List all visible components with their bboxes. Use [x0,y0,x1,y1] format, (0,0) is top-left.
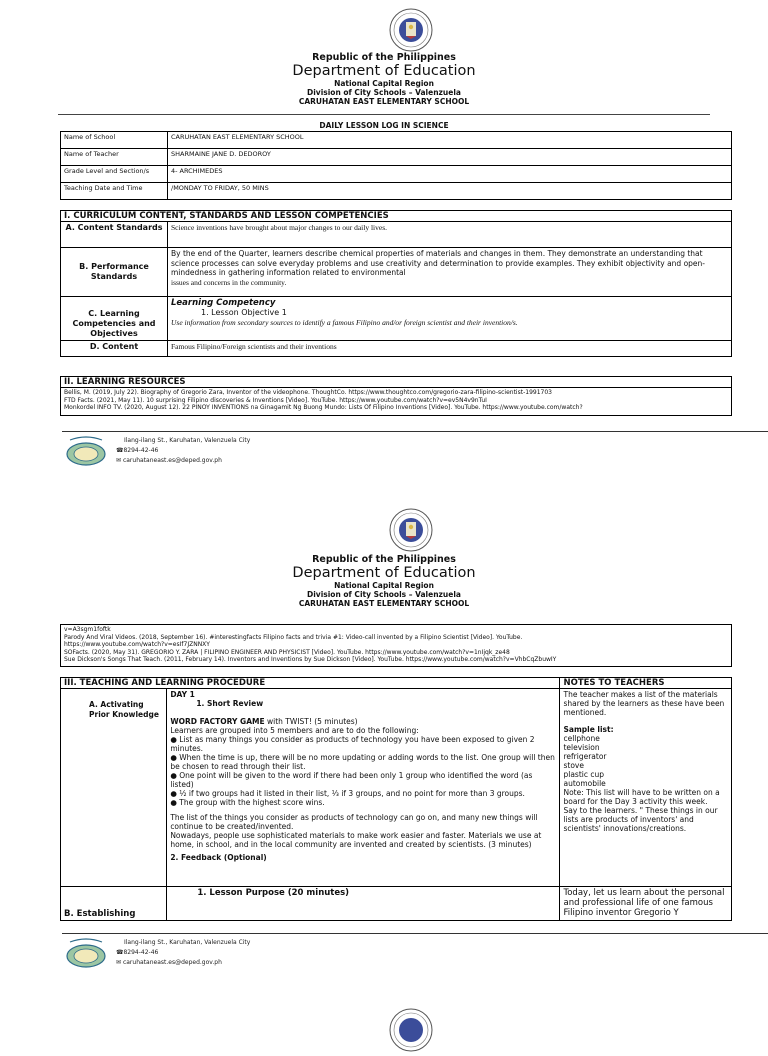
short-review: 1. Short Review [196,699,264,708]
footer-email-row [116,457,222,464]
content-standards-text: Science inventions have brought about major changes to our daily lives. [168,222,732,248]
school-label: Name of School [61,132,168,149]
footer-phone-row [116,447,158,454]
performance-standards-label: B. Performance Standards [61,248,168,297]
sample-item: stove [563,761,584,770]
sample-item: cellphone [563,734,600,743]
resources-continued [61,625,732,667]
republic-title: Republic of the Philippines [312,52,456,63]
date-value: /MONDAY TO FRIDAY, 50 MINS [168,183,732,200]
content-standards-label: A. Content Standards [61,222,168,248]
reference-item: Monkordel INFO TV. (2020, August 12). 22 PINOY INVENTIONS na Ginagamit Ng Buong Mundo: Lists Of Filipino Inventions [Video]. YouTube. https://www.youtube.com/watch? [64,404,583,412]
school-title: CARUHATAN EAST ELEMENTARY SCHOOL [298,97,470,106]
sample-item: television [563,743,600,752]
lesson-purpose: 1. Lesson Purpose (20 minutes) [167,887,560,921]
footer-email: caruhataneast.es@deped.gov.ph [122,959,222,966]
game-rest: with TWIST! (5 minutes) [264,717,358,726]
resources-table [60,376,732,416]
instruction-line: ● One point will be given to the word if there had been only 1 group who identified the word (as listed) [170,771,533,789]
lesson-objective: 1. Lesson Objective 1 [201,308,287,317]
phone-icon: ☎ [116,949,124,956]
notes-note: Note: This list will have to be written on a board for the Day 3 activity this week. [563,788,720,806]
school-logo [64,434,108,466]
footer-email: caruhataneast.es@deped.gov.ph [122,457,222,464]
competency-text: Use information from secondary sources to identify a famous Filipino and/or foreign scientist and their invention/s. [171,318,518,327]
content-text: Famous Filipino/Foreign scientists and their inventions [168,341,732,357]
footer-rule [62,431,768,432]
reference-item: FTD Facts. (2021, May 11). 10 surprising Filipino discoveries & Inventions [Video]. YouTube. https://www.youtube.com/watch?v=ev5N4v9nTuI [64,396,487,404]
notes-say: Say to the learners. " These things in our lists are products of inventors' and scientists' innovations/creations. [563,806,718,833]
region-title: National Capital Region [334,581,434,590]
competency-heading: Learning Competency [171,298,276,308]
teacher-value: SHARMAINE JANE D. DEDOROY [168,149,732,166]
sample-item: automobile [563,779,606,788]
instruction-line: ● ½ if two groups had it listed in their list, ⅓ if 3 groups, and no point for more than 3 groups. [170,789,525,798]
performance-standards-text: By the end of the Quarter, learners describe chemical properties of materials and changes in them. They demonstrate an understanding that science processes can solve everyday problems and use creativity and determination to provide examples. They exhibit objectivity and open-mindedness in gathering information related to environmental [171,249,705,277]
department-title: Department of Education [292,565,476,581]
date-label: Teaching Date and Time [61,183,168,200]
footer-rule [62,933,768,934]
feedback-label: 2. Feedback (Optional) [170,853,267,862]
activating-label: A. Activating Prior Knowledge [89,700,159,719]
deped-seal [389,508,433,552]
deped-seal [389,1008,433,1052]
email-icon: ✉ [116,457,122,464]
republic-title: Republic of the Philippines [312,554,456,565]
email-icon: ✉ [116,959,122,966]
reference-item: Parody And Viral Videos. (2018, September 16). #interestingfacts Filipino facts and trivia #1: Video-call invented by a Filipino Scientist [Video]. YouTube. [64,633,523,641]
sample-list-title: Sample list: [563,725,614,734]
deped-seal [389,8,433,52]
section3-title: III. TEACHING AND LEARNING PROCEDURE [61,678,560,689]
log-title: DAILY LESSON LOG IN SCIENCE [319,121,449,130]
reference-item: SOFacts. (2020, May 31). GREGORIO Y. ZARA | FILIPINO ENGINEER AND PHYSICIST [Video]. YouTube. https://www.youtube.com/watch?v=1nIjqk_ze48 [64,648,510,656]
competencies-label: C. Learning Competencies and Objectives [61,297,168,341]
day-label: DAY 1 [170,690,195,699]
footer-phone-row [116,949,158,956]
info-table [60,131,732,200]
school-value: CARUHATAN EAST ELEMENTARY SCHOOL [168,132,732,149]
instruction-line: ● The group with the highest score wins. [170,798,325,807]
sample-item: plastic cup [563,770,605,779]
school-title: CARUHATAN EAST ELEMENTARY SCHOOL [298,599,470,608]
notes-title: NOTES TO TEACHERS [560,678,732,689]
game-title: WORD FACTORY GAME [170,717,265,726]
phone-icon: ☎ [116,447,124,454]
reference-item: Bellis, M. (2019, July 22). Biography of Gregorio Zara, Inventor of the videophone. ThoughtCo. https://www.thoughtco.com/gregorio-zara-filipino-scientist-1991703 [64,389,552,396]
footer-address: Ilang-ilang St., Karuhatan, Valenzuela City [124,939,251,946]
competencies-cell [168,297,732,341]
activating-content [167,689,560,887]
instruction-line: ● When the time is up, there will be no more updating or adding words to the list. One group will then be chosen to read through their list. [170,753,555,771]
paragraph-2: Nowadays, people use sophisticated materials to make work easier and faster. Materials we use at home, in school, and in the local community are invented and created by scientists. (3 minutes) [170,831,542,849]
performance-standards-text-2: issues and concerns in the community. [171,277,287,287]
notes-a-cell [560,689,732,887]
region-title: National Capital Region [334,79,434,88]
footer-phone: 8294-42-46 [123,949,159,956]
grade-value: 4- ARCHIMEDES [168,166,732,183]
page1-rule [58,114,710,115]
division-title: Division of City Schools – Valenzuela [307,590,461,599]
instruction-line: ● List as many things you consider as products of technology you have been exposed to given 2 minutes. [170,735,535,753]
reference-item: https://www.youtube.com/watch?v=esIf7JZNNXY [64,641,210,649]
reference-item: v=A3sgm1foftk [64,626,111,633]
section1-title: I. CURRICULUM CONTENT, STANDARDS AND LESSON COMPETENCIES [61,211,732,222]
teacher-label: Name of Teacher [61,149,168,166]
content-label: D. Content [61,341,168,357]
establishing-label: B. Establishing [61,887,167,921]
instruction-line: Learners are grouped into 5 members and are to do the following: [170,726,419,735]
resources-list [61,388,732,416]
footer-phone: 8294-42-46 [123,447,159,454]
section2-title: II. LEARNING RESOURCES [61,377,732,388]
procedure-table [60,677,732,921]
notes-a-text: The teacher makes a list of the materials shared by the learners as these have been mentioned. [563,690,725,717]
footer-email-row [116,959,222,966]
resources-continued-table [60,624,732,667]
activating-label-cell [61,689,167,887]
school-logo [64,936,108,968]
game-title-line [170,717,556,726]
paragraph-1: The list of the things you consider as products of technology can go on, and many new things will continue to be created/invented. [170,813,538,831]
notes-b-text: Today, let us learn about the personal and professional life of one famous Filipino inventor Gregorio Y [560,887,732,921]
performance-standards-cell [168,248,732,297]
curriculum-table [60,210,732,357]
department-title: Department of Education [292,63,476,79]
sample-item: refrigerator [563,752,607,761]
division-title: Division of City Schools – Valenzuela [307,88,461,97]
grade-label: Grade Level and Section/s [61,166,168,183]
reference-item: Sue Dickson's Songs That Teach. (2011, February 14). Inventors and Inventions by Sue Dickson [Video]. YouTube. https://www.youtube.com/watch?v=VhbCqZbuwIY [64,656,557,664]
footer-address: Ilang-ilang St., Karuhatan, Valenzuela City [124,437,251,444]
